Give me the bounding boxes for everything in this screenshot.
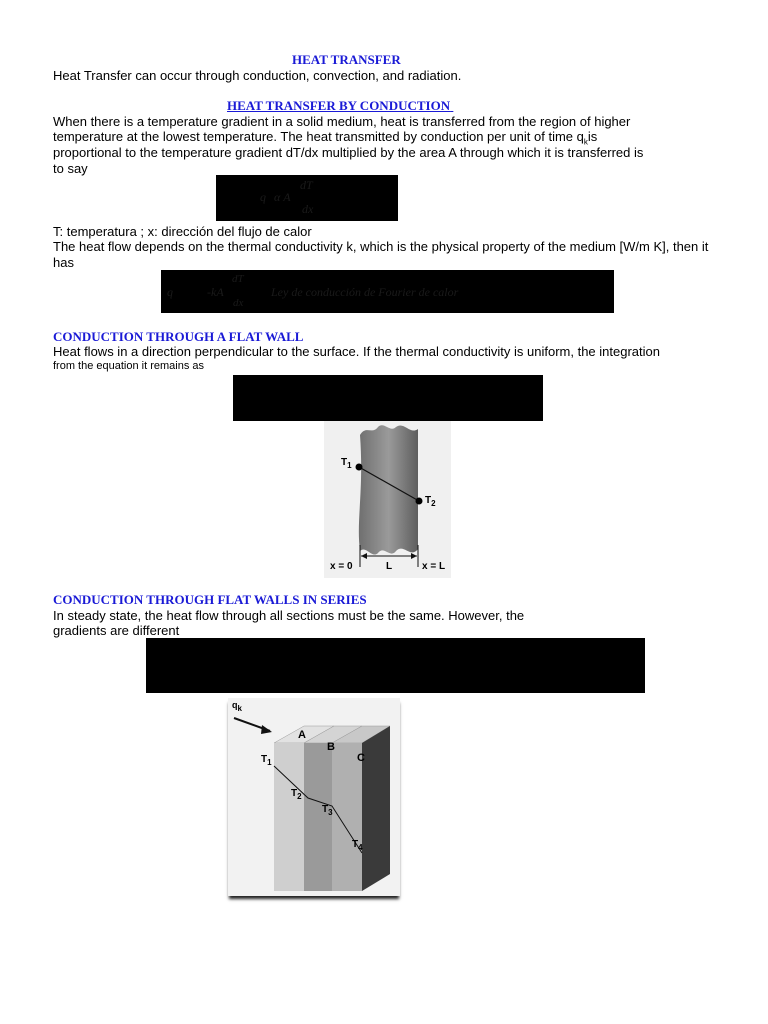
conduction-heading <box>227 98 542 114</box>
flat-wall-heading: CONDUCTION THROUGH A FLAT WALL <box>53 329 304 344</box>
wall-length-label: L <box>386 561 393 572</box>
series-layer-a-label: A <box>298 729 306 741</box>
formula-proportional <box>216 175 398 221</box>
series-t1-label: $T_1$ <box>261 754 272 767</box>
series-walls-figure <box>228 698 400 896</box>
formula-fourier <box>161 270 614 313</box>
conduction-heading-text: HEAT TRANSFER BY CONDUCTION <box>227 98 451 113</box>
formula1-rel: α A <box>274 190 291 204</box>
page-title: HEAT TRANSFER <box>292 52 401 67</box>
flat-wall-para: Heat flows in a direction perpendicular to the surface. If the thermal conductivity is uniform, the integration <box>53 344 660 359</box>
flow-para-line-1: The heat flow depends on the thermal conductivity k, which is the physical property of the medium [W/m K], then it <box>53 239 709 254</box>
conduction-para-line-3: proportional to the temperature gradient dT/dx multiplied by the area A through which it is transferred is <box>53 145 644 160</box>
wall-t2-label: $T_2$ <box>425 495 436 508</box>
wall-xl-label: x = L <box>422 561 446 572</box>
conduction-para-line-2: temperature at the lowest temperature. The heat transmitted by conduction per unit of time $q_kis$ <box>53 129 598 147</box>
series-q-label: $q_k$ <box>232 700 242 713</box>
series-t2-label: $T_2$ <box>291 788 302 801</box>
series-t3-label: $T_3$ <box>322 804 333 817</box>
formula1-lhs: q <box>260 190 266 204</box>
wall-t1-label: $T_1$ <box>341 457 352 470</box>
series-para-line-2: gradients are different <box>53 623 180 638</box>
series-walls-diagram <box>228 698 400 896</box>
formula2-num: dT <box>232 273 244 285</box>
series-heading: CONDUCTION THROUGH FLAT WALLS IN SERIES <box>53 592 367 607</box>
series-t4-label: $T_4$ <box>352 839 363 852</box>
series-layer-c-label: C <box>357 752 365 764</box>
conduction-para-line-4: to say <box>53 161 88 176</box>
flat-wall-small-text: from the equation it remains as <box>53 360 205 372</box>
formula1-den: dx <box>302 202 314 216</box>
intro-text: Heat Transfer can occur through conduction, convection, and radiation. <box>53 68 462 83</box>
conduction-para-line-1: When there is a temperature gradient in a solid medium, heat is transferred from the region of higher <box>53 114 631 129</box>
formula-series <box>146 638 645 693</box>
flow-para-line-2: has <box>53 255 74 270</box>
formula1-num: dT <box>300 178 313 192</box>
series-layer-b-label: B <box>327 741 335 753</box>
formula2-lhs: q <box>167 285 173 299</box>
formula2-den: dx <box>233 297 244 309</box>
formula2-description: Ley de conducción de Fourier de calor <box>271 285 459 299</box>
formula2-coef: -kA <box>207 285 224 299</box>
flat-wall-figure <box>324 421 451 578</box>
formula-flat-wall <box>233 375 543 421</box>
temperature-legend: T: temperatura ; x: dirección del flujo de calor <box>53 224 312 239</box>
series-para-line-1: In steady state, the heat flow through all sections must be the same. However, the <box>53 608 525 623</box>
wall-x0-label: x = 0 <box>330 561 353 572</box>
